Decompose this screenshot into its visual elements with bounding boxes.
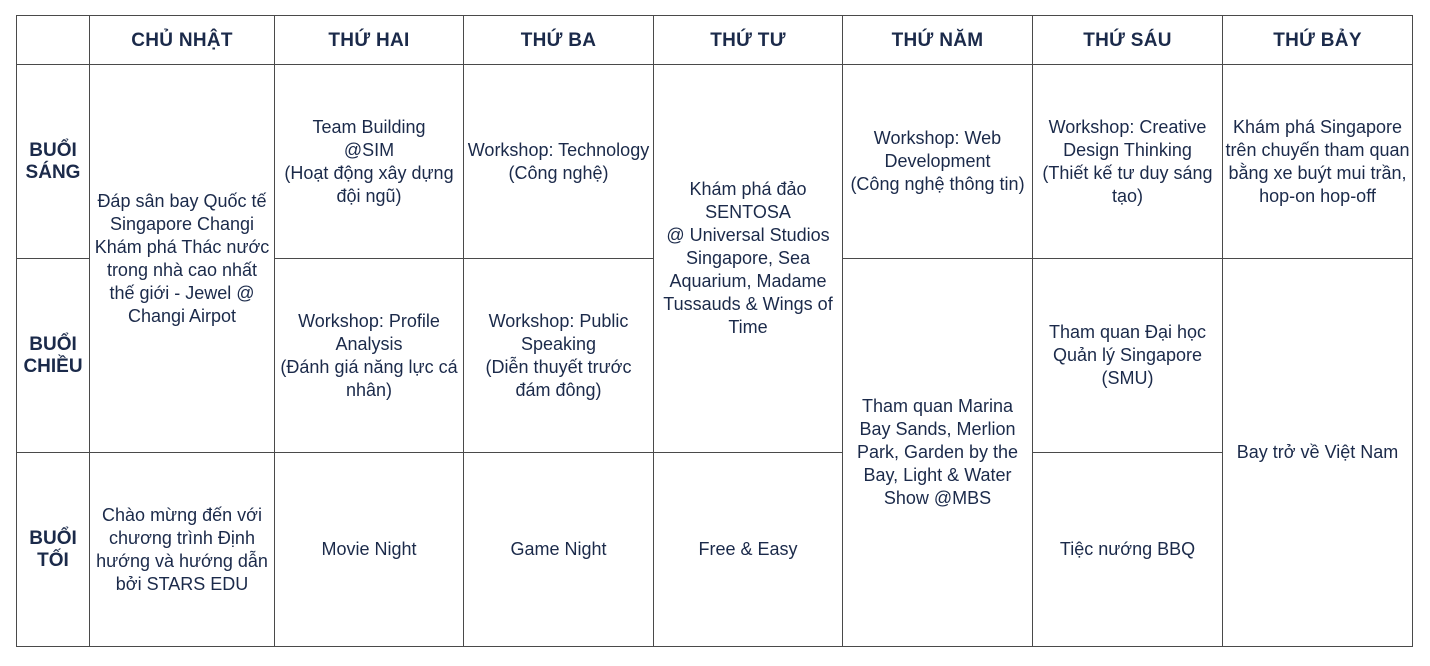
session-morning-line1: BUỔI <box>29 139 77 161</box>
cell-text: Workshop: Web Development <box>873 128 1002 171</box>
corner-cell <box>17 16 90 65</box>
session-header-evening <box>17 453 90 647</box>
day-header-sunday: CHỦ NHẬT <box>90 16 275 65</box>
cell-text: Khám phá đảo SENTOSA <box>689 179 807 222</box>
cell-thursday-afternoon-evening: Tham quan Marina Bay Sands, Merlion Park, Garden by the Bay, Light & Water Show @MBS <box>843 259 1033 647</box>
cell-text: (Công nghệ thông tin) <box>850 174 1025 194</box>
session-header-morning <box>17 65 90 259</box>
cell-monday-morning <box>275 65 464 259</box>
cell-sunday-evening: Chào mừng đến với chương trình Định hướng và hướng dẫn bởi STARS EDU <box>90 453 275 647</box>
day-header-friday: THỨ SÁU <box>1033 16 1223 65</box>
cell-wednesday-evening: Free & Easy <box>654 453 843 647</box>
session-afternoon-line1: BUỔI <box>29 333 77 355</box>
cell-text: (Thiết kế tư duy sáng tạo) <box>1042 162 1213 206</box>
cell-tuesday-afternoon <box>464 259 654 453</box>
cell-thursday-morning <box>843 65 1033 259</box>
cell-text: Workshop: Creative Design Thinking <box>1048 116 1207 160</box>
day-header-monday: THỨ HAI <box>275 16 464 65</box>
cell-text: Workshop: Public Speaking <box>488 310 629 354</box>
cell-text: @SIM <box>343 139 395 160</box>
header-row <box>17 16 1413 65</box>
cell-text: @ Universal Studios Singapore, Sea Aquarium, Madame Tussauds & Wings of Time <box>663 225 833 337</box>
cell-monday-evening: Movie Night <box>275 453 464 647</box>
cell-monday-afternoon <box>275 259 464 453</box>
cell-text: (Đánh giá năng lực cá nhân) <box>280 356 458 400</box>
session-evening-line2: TỐI <box>37 549 69 571</box>
cell-saturday-afternoon-evening: Bay trở về Việt Nam <box>1223 259 1413 647</box>
cell-saturday-morning: Khám phá Singapore trên chuyến tham quan bằng xe buýt mui trần, hop-on hop-off <box>1223 65 1413 259</box>
weekly-schedule-table <box>16 15 1413 647</box>
cell-tuesday-evening: Game Night <box>464 453 654 647</box>
cell-wednesday-morning-afternoon <box>654 65 843 453</box>
day-header-thursday: THỨ NĂM <box>843 16 1033 65</box>
row-morning <box>17 65 1413 259</box>
cell-text: Workshop: Technology <box>467 139 650 160</box>
session-afternoon-line2: CHIỀU <box>23 355 83 377</box>
cell-text: (Công nghệ) <box>508 162 609 183</box>
cell-friday-afternoon: Tham quan Đại học Quản lý Singapore (SMU) <box>1033 259 1223 453</box>
day-header-saturday: THỨ BẢY <box>1223 16 1413 65</box>
session-evening-line1: BUỔI <box>29 527 77 549</box>
cell-text: Workshop: Profile Analysis <box>298 310 440 354</box>
day-header-wednesday: THỨ TƯ <box>654 16 843 65</box>
row-evening <box>17 453 1413 647</box>
cell-sunday-morning-afternoon: Đáp sân bay Quốc tế Singapore Changi Khám phá Thác nước trong nhà cao nhất thế giới - Jewel @ Changi Airpot <box>90 65 275 453</box>
day-header-tuesday: THỨ BA <box>464 16 654 65</box>
session-morning-line2: SÁNG <box>25 161 81 183</box>
cell-friday-morning <box>1033 65 1223 259</box>
session-header-afternoon <box>17 259 90 453</box>
cell-friday-evening: Tiệc nướng BBQ <box>1033 453 1223 647</box>
cell-text: (Diễn thuyết trước đám đông) <box>485 356 632 400</box>
cell-tuesday-morning <box>464 65 654 259</box>
cell-text: Team Building <box>312 116 426 137</box>
cell-text: (Hoạt động xây dựng đội ngũ) <box>284 162 454 206</box>
